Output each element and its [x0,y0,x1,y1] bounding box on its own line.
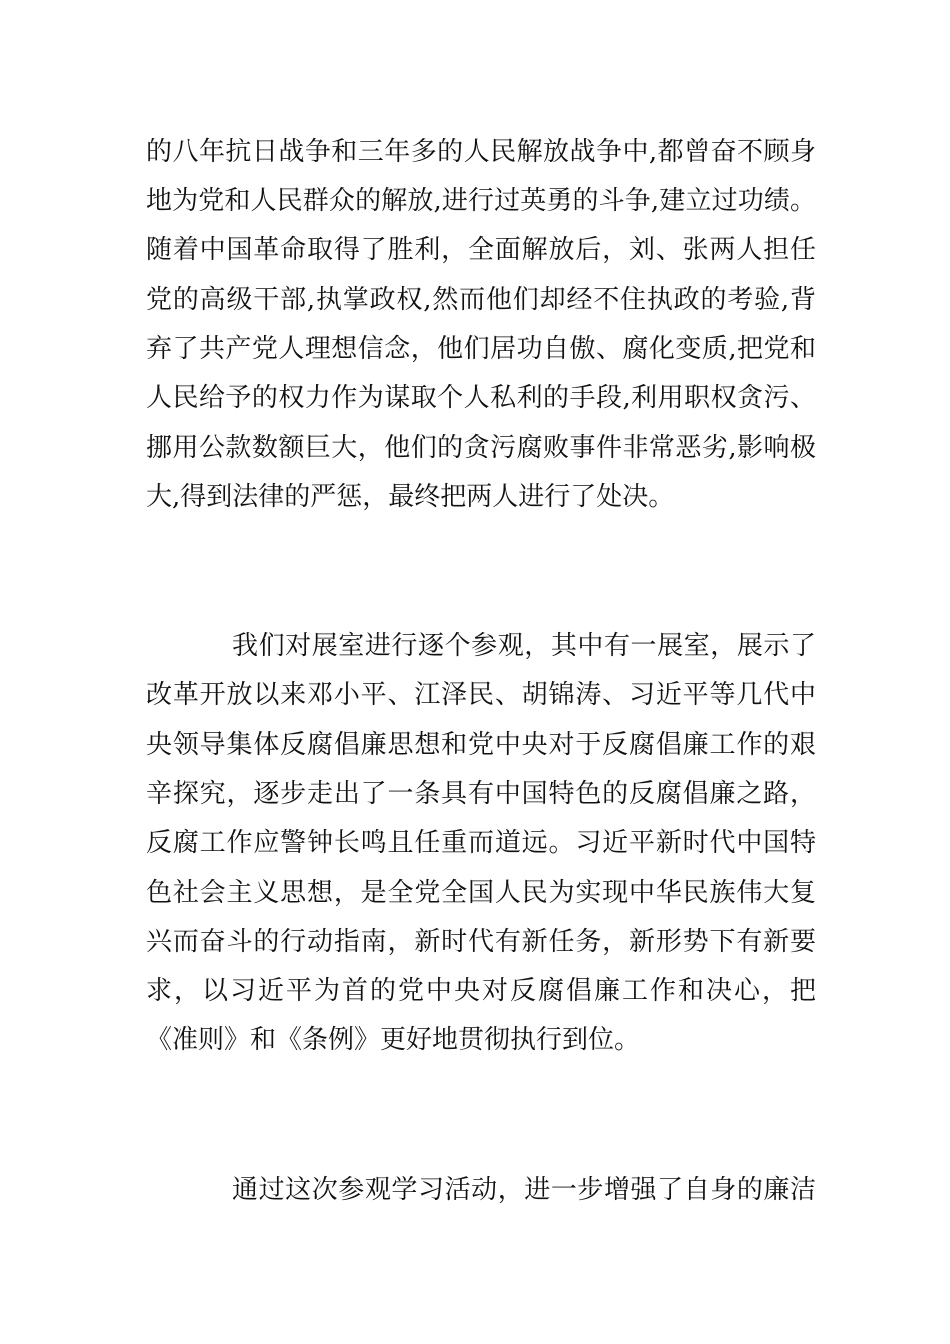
paragraph-1-line-8: 大,得到法律的严惩，最终把两人进行了处决。 [146,482,675,512]
paragraph-2-line-3: 央领导集体反腐倡廉思想和党中央对于反腐倡廉工作的艰 [146,730,816,760]
paragraph-1-line-7: 挪用公款数额巨大，他们的贪污腐败事件非常恶劣,影响极 [146,433,816,463]
paragraph-1-line-1: 的八年抗日战争和三年多的人民解放战争中,都曾奋不顾身 [146,137,816,167]
paragraph-2-line-2: 改革开放以来邓小平、江泽民、胡锦涛、习近平等几代中 [146,680,816,710]
paragraph-1-line-2: 地为党和人民群众的解放,进行过英勇的斗争,建立过功绩。 [146,186,816,216]
paragraph-2-line-9: 《准则》和《条例》更好地贯彻执行到位。 [146,1025,641,1055]
paragraph-3-line-1: 通过这次参观学习活动，进一步增强了自身的廉洁 [232,1175,816,1205]
paragraph-1-line-6: 人民给予的权力作为谋取个人私利的手段,利用职权贪污、 [146,383,816,413]
paragraph-1-line-3: 随着中国革命取得了胜利，全面解放后，刘、张两人担任 [146,235,816,265]
paragraph-2-line-5: 反腐工作应警钟长鸣且任重而道远。习近平新时代中国特 [146,828,816,858]
paragraph-2-line-4: 辛探究，逐步走出了一条具有中国特色的反腐倡廉之路， [146,779,816,809]
paragraph-2-line-6: 色社会主义思想，是全党全国人民为实现中华民族伟大复 [146,878,816,908]
paragraph-2-line-7: 兴而奋斗的行动指南，新时代有新任务，新形势下有新要 [146,927,816,957]
paragraph-2-line-8: 求，以习近平为首的党中央对反腐倡廉工作和决心，把 [146,976,816,1006]
paragraph-1-line-4: 党的高级干部,执掌政权,然而他们却经不住执政的考验,背 [146,285,816,315]
paragraph-2-line-1: 我们对展室进行逐个参观，其中有一展室，展示了 [232,631,816,661]
paragraph-1-line-5: 弃了共产党人理想信念，他们居功自傲、腐化变质,把党和 [146,334,816,364]
